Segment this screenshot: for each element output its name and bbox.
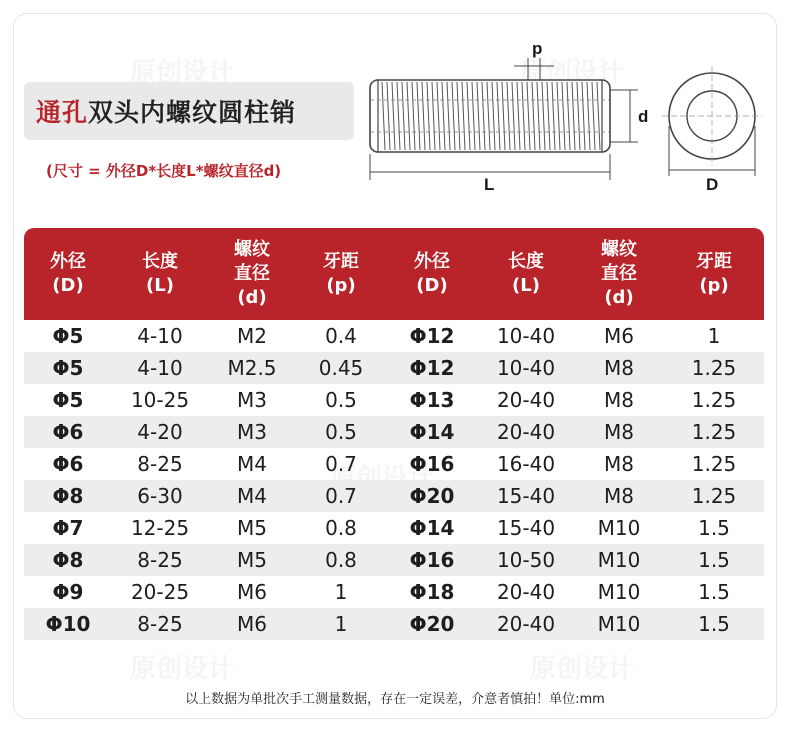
table-cell: 0.8	[325, 516, 357, 540]
table-cell: Φ20	[409, 612, 455, 636]
table-cell: 20-40	[496, 388, 556, 412]
table-cell: M2.5	[227, 356, 277, 380]
table-cell: 8-25	[137, 548, 183, 572]
table-cell: M5	[237, 516, 267, 540]
column-header-line: (D)	[52, 275, 84, 296]
table-cell: M5	[237, 548, 267, 572]
table-cell: 8-25	[137, 452, 183, 476]
table-cell: 10-50	[496, 548, 556, 572]
table-row	[24, 384, 764, 416]
table-cell: 1.25	[691, 484, 737, 508]
table-row	[24, 512, 764, 544]
table-cell: 1	[334, 612, 348, 636]
spec-table	[24, 228, 764, 640]
table-row	[24, 320, 764, 352]
label-d: d	[638, 107, 649, 126]
title-rest: 双头内螺纹圆柱销	[88, 98, 297, 127]
column-header-line: 外径	[414, 251, 450, 272]
table-cell: 0.4	[325, 324, 357, 348]
table-cell: M8	[604, 452, 634, 476]
table-cell: 0.8	[325, 548, 357, 572]
column-header	[386, 250, 478, 298]
table-cell: M10	[597, 612, 641, 636]
column-header-line: 螺纹	[601, 239, 637, 260]
column-header-line: 牙距	[323, 251, 359, 272]
table-cell: Φ9	[52, 580, 84, 604]
table-cell: Φ7	[52, 516, 84, 540]
table-cell: 1.5	[698, 580, 730, 604]
column-header-line: 直径	[234, 263, 270, 284]
column-header-line: (d)	[604, 287, 634, 308]
table-row	[24, 352, 764, 384]
table-cell: Φ12	[409, 356, 455, 380]
table-cell: Φ16	[409, 452, 455, 476]
size-formula: (尺寸 = 外径D*长度L*螺纹直径d)	[46, 162, 282, 180]
table-cell: Φ20	[409, 484, 455, 508]
column-header-line: (L)	[512, 275, 540, 296]
table-cell: M6	[604, 324, 634, 348]
table-cell: M8	[604, 420, 634, 444]
table-cell: 10-25	[130, 388, 190, 412]
table-cell: M10	[597, 548, 641, 572]
column-header-line: (L)	[146, 275, 174, 296]
table-cell: M4	[237, 452, 267, 476]
table-cell: M4	[237, 484, 267, 508]
table-cell: 10-40	[496, 324, 556, 348]
column-header-line: 直径	[601, 263, 637, 284]
table-cell: M10	[597, 580, 641, 604]
table-cell: Φ8	[52, 548, 84, 572]
label-D: D	[706, 175, 719, 194]
page-title	[24, 82, 354, 140]
table-cell: 6-30	[137, 484, 183, 508]
table-cell: Φ6	[52, 420, 84, 444]
table-cell: Φ16	[409, 548, 455, 572]
table-cell: 15-40	[496, 484, 556, 508]
table-cell: Φ14	[409, 420, 455, 444]
table-cell: 0.7	[325, 484, 357, 508]
table-cell: 1.25	[691, 452, 737, 476]
table-cell: M10	[597, 516, 641, 540]
table-cell: M6	[237, 580, 267, 604]
column-header-line: 长度	[508, 251, 544, 272]
table-cell: 10-40	[496, 356, 556, 380]
table-header	[24, 228, 764, 320]
table-cell: 4-10	[137, 324, 183, 348]
column-header-line: 螺纹	[234, 239, 270, 260]
table-cell: 1.25	[691, 388, 737, 412]
column-header-line: (D)	[416, 275, 448, 296]
column-header	[208, 238, 296, 310]
table-cell: Φ6	[52, 452, 84, 476]
table-row	[24, 576, 764, 608]
column-header-line: (p)	[326, 275, 356, 296]
table-cell: Φ12	[409, 324, 455, 348]
table-cell: 1.5	[698, 548, 730, 572]
table-cell: Φ13	[409, 388, 455, 412]
label-p: p	[532, 39, 543, 58]
table-cell: 0.5	[325, 388, 357, 412]
table-cell: M6	[237, 612, 267, 636]
table-cell: 4-20	[137, 420, 183, 444]
table-row	[24, 608, 764, 640]
table-cell: 20-40	[496, 612, 556, 636]
table-cell: Φ8	[52, 484, 84, 508]
table-cell: 1.25	[691, 420, 737, 444]
table-cell: M3	[237, 388, 267, 412]
table-cell: 1.25	[691, 356, 737, 380]
column-header	[664, 250, 764, 298]
column-header-line: 外径	[50, 251, 86, 272]
table-cell: 20-40	[496, 420, 556, 444]
table-cell: 15-40	[496, 516, 556, 540]
pin-diagram	[350, 30, 780, 200]
column-header-line: 长度	[142, 251, 178, 272]
table-cell: Φ5	[52, 388, 84, 412]
column-header	[24, 250, 112, 298]
column-header	[296, 250, 386, 298]
title-highlight: 通孔	[36, 98, 89, 127]
table-cell: Φ18	[409, 580, 455, 604]
table-cell: 20-25	[130, 580, 190, 604]
table-cell: 4-10	[137, 356, 183, 380]
table-cell: Φ14	[409, 516, 455, 540]
table-cell: 20-40	[496, 580, 556, 604]
table-cell: Φ5	[52, 356, 84, 380]
table-body	[24, 320, 764, 640]
table-cell: 1.5	[698, 516, 730, 540]
table-cell: Φ10	[45, 612, 91, 636]
disclaimer-note: 以上数据为单批次手工测量数据，存在一定误差，介意者慎拍！单位:mm	[185, 692, 605, 707]
table-cell: M2	[237, 324, 267, 348]
table-cell: M8	[604, 388, 634, 412]
table-cell: 1	[707, 324, 721, 348]
column-header-line: (p)	[699, 275, 729, 296]
label-L: L	[484, 175, 495, 194]
table-cell: 1.5	[698, 612, 730, 636]
table-cell: 1	[334, 580, 348, 604]
table-cell: 0.45	[318, 356, 364, 380]
table-cell: 16-40	[496, 452, 556, 476]
column-header	[574, 238, 664, 310]
table-cell: Φ5	[52, 324, 84, 348]
table-row	[24, 544, 764, 576]
column-header	[478, 250, 574, 298]
table-cell: 0.5	[325, 420, 357, 444]
column-header	[112, 250, 208, 298]
column-header-line: 牙距	[696, 251, 732, 272]
table-row	[24, 416, 764, 448]
table-cell: 8-25	[137, 612, 183, 636]
column-header-line: (d)	[237, 287, 267, 308]
table-cell: 12-25	[130, 516, 190, 540]
table-cell: M8	[604, 356, 634, 380]
table-row	[24, 448, 764, 480]
table-cell: M3	[237, 420, 267, 444]
table-cell: M8	[604, 484, 634, 508]
table-row	[24, 480, 764, 512]
table-cell: 0.7	[325, 452, 357, 476]
